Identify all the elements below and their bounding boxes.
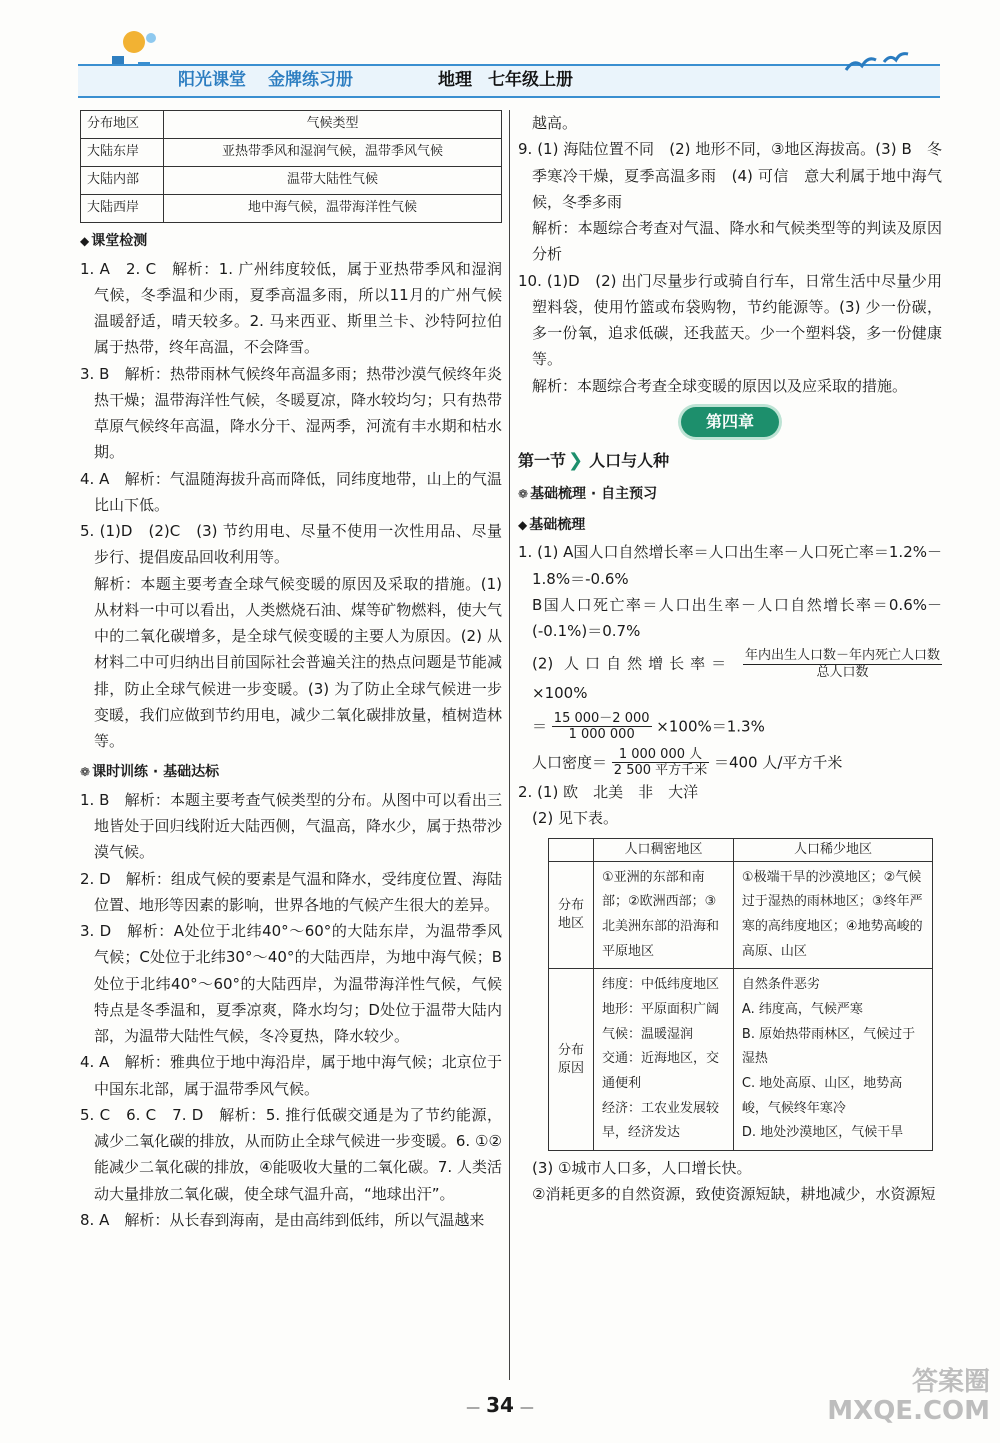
fraction-denominator: 1 000 000 <box>568 727 635 743</box>
birds-icon <box>842 48 912 78</box>
fraction-numerator: 1 000 000 人 <box>612 747 709 764</box>
cell-line: 纬度：中低纬度地区 <box>602 977 720 993</box>
formula-suffix: ×100% <box>532 684 588 703</box>
cell-line: B. 原始热带雨林区，气候过于湿热 <box>741 1026 916 1067</box>
answer-item: 2. D 解析：组成气候的要素是气温和降水，受纬度位置、海陆位置、地形等因素的影响，世界各地的气候产生很大的差异。 <box>80 869 502 914</box>
table-corner-cell <box>549 838 594 861</box>
table-header-cell: 人口稠密地区 <box>594 838 734 861</box>
watermark: 答案圈 MXQE.COM <box>827 1367 990 1426</box>
subsection-heading-text: 基础梳理 · 自主预习 <box>530 486 658 503</box>
answer-explanation: 解析：本题主要考查全球气候变暖的原因及采取的措施。(1) 从材料一中可以看出，人类燃烧石油、煤等矿物燃料，使大气中的二氧化碳增多，是全球气候变暖的主要人为原因。(2) 从材料二中可归纳出目前国际社会普遍关注的热点问题是节能减排，防止全球气候进一步变暖。(3) 为了防止全球气候进一步变暖，我们应做到节约用电，减少二氧化碳排放量，植树造林等。 <box>94 574 502 750</box>
subsection-heading <box>518 513 942 538</box>
cell-line: 自然条件恶劣 <box>741 977 820 993</box>
answer-item: 8. A 解析：从长春到海南，是由高纬到低纬，所以气温越来 <box>80 1210 485 1229</box>
section-heading-text: 课时训练 · 基础达标 <box>92 764 220 781</box>
answer-item: 5. (1)D (2)C (3) 节约用电、尽量不使用一次性用品、尽量步行、提倡废品回收利用等。 <box>80 522 502 567</box>
table-cell: 地中海气候，温带海洋性气候 <box>164 195 502 223</box>
right-column <box>518 110 942 1208</box>
subsection-heading <box>518 482 942 507</box>
answer-continuation: 越高。 <box>532 114 578 132</box>
cell-line: A. 纬度高，气候严寒 <box>741 1002 863 1017</box>
answer-item: 1. B 解析：本题主要考查气候类型的分布。从图中可以看出三地皆处于回归线附近大陆西侧，气温高，降水少，属于热带沙漠气候。 <box>80 790 502 862</box>
answer-explanation: 解析：本题综合考查全球变暖的原因以及应采取的措施。 <box>532 376 908 395</box>
cell-line: 气候：温暖湿润 <box>602 1026 694 1042</box>
table-cell: 大陆东岸 <box>81 139 164 167</box>
formula-line <box>518 711 942 743</box>
section-heading <box>80 229 502 254</box>
table-row <box>81 167 502 195</box>
grade: 七年级上册 <box>488 70 573 90</box>
table-cell: ①亚洲的东部和南部；②欧洲西部；③北美洲东部的沿海和平原地区 <box>594 861 734 969</box>
chevron-right-icon: ❯ <box>568 449 584 471</box>
fraction <box>552 711 652 743</box>
cell-line: C. 地处高原、山区，地势高峻，气候终年寒冷 <box>741 1076 903 1116</box>
table-cell <box>594 969 734 1151</box>
fraction-denominator: 总人口数 <box>816 664 869 680</box>
series-title <box>178 66 353 96</box>
formula-prefix: ＝ <box>532 717 548 736</box>
table-row-header: 分布原因 <box>549 969 594 1151</box>
diamond-icon: ◆ <box>518 517 528 532</box>
formula-suffix: ＝400 人/平方千米 <box>713 753 843 772</box>
table-cell: ①极端干旱的沙漠地区；②气候过于湿热的雨林地区；③终年严寒的高纬度地区；④地势高峻的高原、山区 <box>733 861 932 969</box>
table-header-cell: 人口稀少地区 <box>733 838 932 861</box>
answer-item: 9. (1) 海陆位置不同 (2) 地形不同，③地区海拔高。(3) B 冬季寒冷干燥，夏季高温多雨 (4) 可信 意大利属于地中海气候，冬季多雨 <box>518 140 942 211</box>
section-name: 人口与人种 <box>589 450 670 470</box>
fraction <box>612 747 709 779</box>
section-title <box>518 445 942 477</box>
answer-item: 10. (1)D (2) 出门尽量步行或骑自行车，日常生活中尽量少用塑料袋，使用竹篮或布袋购物，节约能源等。(3) 少一份碳，多一份氧，追求低碳，还我蓝天。少一个塑料袋，多一份健康等。 <box>518 271 942 369</box>
table-row <box>81 195 502 223</box>
chapter-badge: 第四章 <box>681 407 779 437</box>
section-number: 第一节 <box>518 450 567 470</box>
answer-item: 4. A 解析：雅典位于地中海沿岸，属于地中海气候；北京位于中国东北部，属于温带季风气候。 <box>80 1053 502 1098</box>
table-header-cell: 分布地区 <box>81 111 164 139</box>
page-header <box>0 0 1000 112</box>
answer-item: 5. C 6. C 7. D 解析：5. 推行低碳交通是为了节约能源，减少二氧化碳的排放，从而防止全球气候进一步变暖。6. ①②能减少二氧化碳的排放，④能吸收大量的二氧化碳。7. 人类活动大量排放二氧化碳，使全球气温升高，“地球出汗”。 <box>80 1105 502 1203</box>
answer-explanation: 解析：本题综合考查对气温、降水和气候类型等的判读及原因分析 <box>532 219 942 264</box>
section-heading-text: 课堂检测 <box>91 233 148 249</box>
answer-line: (3) ①城市人口多，人口增长快。 <box>532 1159 752 1178</box>
table-header-row <box>549 838 933 861</box>
answer-item: 1. A 2. C 解析：1. 广州纬度较低，属于亚热带季风和湿润气候，冬季温和少雨，夏季高温多雨，所以11月的广州气候温暖舒适，晴天较多。2. 马来西亚、斯里兰卡、沙特阿拉伯属于热带，终年高温，不会降雪。 <box>80 259 502 357</box>
subject-grade <box>438 66 573 96</box>
header-dashed-line <box>78 97 940 98</box>
page-number: — 34 — <box>466 1393 534 1417</box>
fraction-numerator: 年内出生人口数－年内死亡人口数 <box>744 648 940 664</box>
table-cell: 大陆内部 <box>81 167 164 195</box>
cell-line: 交通：近海地区，交通便利 <box>602 1051 720 1092</box>
cell-line: 经济：工农业发展较早，经济发达 <box>602 1100 720 1141</box>
answer-item: 4. A 解析：气温随海拔升高而降低，同纬度地带，山上的气温比山下低。 <box>80 469 502 514</box>
fraction-denominator: 2 500 平方千米 <box>613 763 708 779</box>
table-row <box>549 969 933 1151</box>
answer-line: (2) 见下表。 <box>532 809 619 828</box>
formula-line <box>518 747 942 779</box>
table-header-cell: 气候类型 <box>164 111 502 139</box>
cell-line: 地形：平原面积广阔 <box>602 1002 720 1017</box>
formula-line <box>518 648 942 706</box>
series-name-2: 金牌练习册 <box>268 70 353 90</box>
answer-line: ②消耗更多的自然资源，致使资源短缺，耕地减少，水资源短 <box>532 1185 936 1204</box>
diamond-icon: ◆ <box>80 234 90 248</box>
cell-line: D. 地处沙漠地区，气候干旱 <box>741 1125 904 1141</box>
answer-item: 3. B 解析：热带雨林气候终年高温多雨；热带沙漠气候终年炎热干燥；温带海洋性气候，冬暖夏凉，降水较均匀；只有热带草原气候终年高温，降水分干、湿两季，河流有丰水期和枯水期。 <box>80 364 502 462</box>
formula-prefix: (2) 人口自然增长率＝ <box>532 654 733 673</box>
series-name-1: 阳光课堂 <box>178 70 246 90</box>
population-distribution-table <box>548 838 933 1152</box>
fraction <box>743 648 942 680</box>
left-column <box>80 110 502 1233</box>
subject: 地理 <box>438 70 472 90</box>
table-cell: 温带大陆性气候 <box>164 167 502 195</box>
table-header-row <box>81 111 502 139</box>
answer-item: 3. D 解析：A处位于北纬40°～60°的大陆东岸，为温带季风气候；C处位于北纬30°～40°的大陆西岸，为地中海气候；B处位于北纬40°～60°的大陆西岸，为温带海洋性气候，气候特点是冬季温和，夏季凉爽，降水均匀；D处位于温带大陆内部，为温带大陆性气候，冬冷夏热，降水较少。 <box>80 922 502 1045</box>
table-cell: 大陆西岸 <box>81 195 164 223</box>
book-icon: ❁ <box>518 487 529 502</box>
table-row <box>549 861 933 969</box>
climate-distribution-table <box>80 110 502 223</box>
page-number-text: 34 <box>486 1393 514 1417</box>
table-cell: 亚热带季风和湿润气候，温带季风气候 <box>164 139 502 167</box>
section-heading <box>80 760 502 785</box>
table-row-header: 分布地区 <box>549 861 594 969</box>
book-icon: ❁ <box>80 765 91 780</box>
formula-prefix: 人口密度＝ <box>532 753 608 772</box>
answer-item: 2. (1) 欧 北美 非 大洋 <box>518 783 699 802</box>
subsection-heading-text: 基础梳理 <box>529 516 586 533</box>
answer-line: B国人口死亡率＝人口出生率－人口自然增长率＝0.6%－(-0.1%)＝0.7% <box>532 595 942 640</box>
fraction-numerator: 15 000－2 000 <box>553 710 650 726</box>
column-divider <box>509 110 510 1380</box>
table-cell <box>733 969 932 1151</box>
formula-suffix: ×100%＝1.3% <box>656 717 765 736</box>
table-row <box>81 139 502 167</box>
answer-item: 1. (1) A国人口自然增长率＝人口出生率－人口死亡率＝1.2%－1.8%＝-0.6% <box>518 543 942 588</box>
